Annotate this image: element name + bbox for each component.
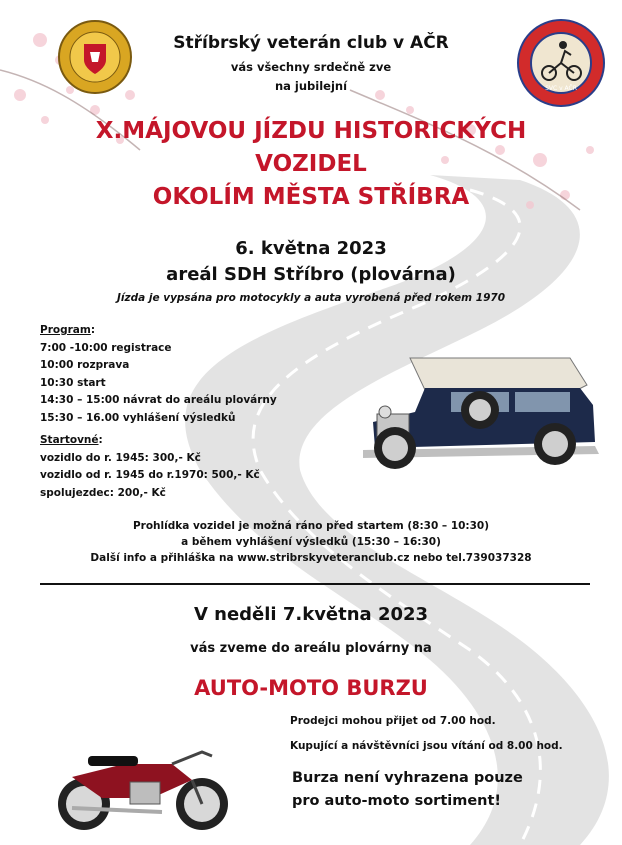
program-item: 15:30 – 16.00 vyhlášení výsledků bbox=[40, 411, 236, 424]
fees-heading: Startovné: bbox=[40, 434, 103, 446]
burza-title: AUTO-MOTO BURZU bbox=[194, 676, 428, 700]
program-section bbox=[40, 322, 277, 427]
program-item: 10:30 start bbox=[40, 376, 106, 389]
club-name: Stříbrský veterán club v AČR bbox=[173, 33, 449, 53]
fees-section bbox=[40, 432, 260, 502]
fee-item: vozidlo od r. 1945 do r.1970: 500,- Kč bbox=[40, 469, 260, 481]
info-line-3: Další info a přihláška na www.stribrskyveteranclub.cz nebo tel.739037328 bbox=[90, 552, 532, 564]
vintage-car-image bbox=[355, 350, 605, 480]
title-line-1: X.MÁJOVOU JÍZDU HISTORICKÝCH bbox=[95, 118, 527, 144]
invite-line-2: na jubilejní bbox=[274, 79, 348, 93]
info-line-1: Prohlídka vozidel je možná ráno před startem (8:30 – 10:30) bbox=[132, 520, 490, 532]
program-heading: Program: bbox=[40, 324, 96, 336]
title-line-2: VOZIDEL bbox=[255, 151, 367, 177]
motorcycle-image bbox=[52, 742, 237, 837]
event-note: Jízda je vypsána pro motocykly a auta vyrobená před rokem 1970 bbox=[116, 292, 506, 304]
fee-item: spolujezdec: 200,- Kč bbox=[40, 486, 166, 499]
fee-item: vozidlo do r. 1945: 300,- Kč bbox=[40, 451, 201, 464]
program-item: 10:00 rozprava bbox=[40, 359, 130, 371]
burza-note-line-2: pro auto-moto sortiment! bbox=[292, 793, 502, 809]
program-item: 14:30 – 15:00 návrat do areálu plovárny bbox=[40, 394, 277, 406]
burza-sellers: Prodejci mohou přijet od 7.00 hod. bbox=[290, 715, 496, 727]
info-line-2: a během vyhlášení výsledků (15:30 – 16:30) bbox=[181, 536, 441, 548]
burza-date: V neděli 7.května 2023 bbox=[193, 604, 429, 625]
title-line-3: OKOLÍM MĚSTA STŘÍBRA bbox=[152, 184, 470, 210]
right-logo-bottom-text: SVC v AČR bbox=[545, 85, 577, 92]
event-venue: areál SDH Stříbro (plovárna) bbox=[166, 264, 456, 285]
burza-buyers: Kupující a návštěvníci jsou vítání od 8.00 hod. bbox=[290, 740, 563, 752]
invite-line-1: vás všechny srdečně zve bbox=[230, 60, 392, 74]
event-date: 6. května 2023 bbox=[235, 238, 387, 259]
section-divider bbox=[40, 583, 590, 585]
burza-invite: vás zveme do areálu plovárny na bbox=[190, 641, 432, 656]
burza-note-line-1: Burza není vyhrazena pouze bbox=[292, 770, 523, 786]
program-item: 7:00 -10:00 registrace bbox=[40, 341, 172, 354]
